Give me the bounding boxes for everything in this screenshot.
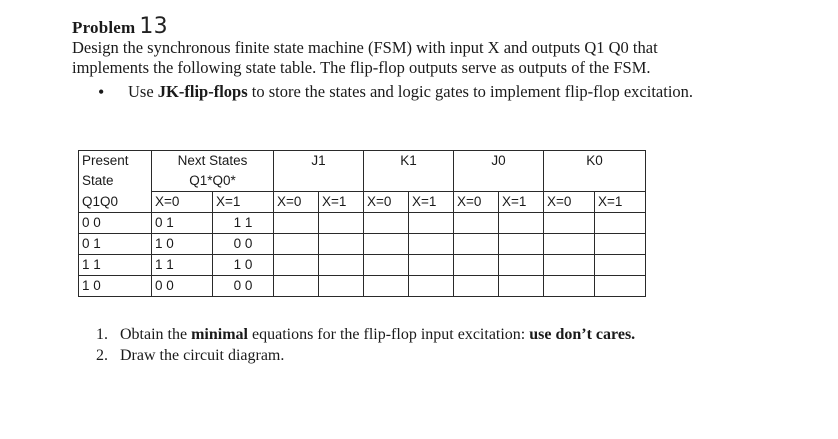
excitation-cell[interactable]	[595, 276, 646, 297]
next-state-vars: Q1*Q0*	[152, 171, 274, 192]
excitation-cell[interactable]	[544, 213, 595, 234]
bullet-rest: to store the states and logic gates to implement flip-flop excitation.	[247, 82, 694, 101]
excitation-cell[interactable]	[454, 213, 499, 234]
excitation-cell[interactable]	[595, 234, 646, 255]
k0-x0-header: X=0	[544, 192, 595, 213]
bullet-prefix: Use	[128, 82, 158, 101]
question-number: 2.	[96, 347, 108, 364]
excitation-cell[interactable]	[454, 255, 499, 276]
description-line-1: Design the synchronous finite state machine (FSM) with input X and outputs Q1 Q0 that	[72, 38, 658, 57]
excitation-cell[interactable]	[274, 234, 319, 255]
j1-x1-header: X=1	[319, 192, 364, 213]
k0-header-blank	[544, 171, 646, 192]
excitation-cell[interactable]	[274, 255, 319, 276]
excitation-cell[interactable]	[319, 213, 364, 234]
table-header-row-2	[79, 171, 646, 192]
problem-number: 13	[139, 14, 168, 39]
excitation-cell[interactable]	[364, 276, 409, 297]
question-list	[96, 324, 635, 366]
next-state-x1-cell: 1 0	[213, 255, 274, 276]
j1-header: J1	[274, 151, 364, 172]
excitation-cell[interactable]	[499, 276, 544, 297]
next-state-x0-cell: 1 1	[152, 255, 213, 276]
excitation-cell[interactable]	[499, 213, 544, 234]
j0-x0-header: X=0	[454, 192, 499, 213]
next-state-x1-cell: 0 0	[213, 276, 274, 297]
bullet-bold: JK-flip-flops	[157, 82, 248, 101]
next-state-x0-cell: 0 1	[152, 213, 213, 234]
j0-x1-header: X=1	[499, 192, 544, 213]
ns-x0-header: X=0	[152, 192, 213, 213]
j1-header-blank	[274, 171, 364, 192]
next-states-header: Next States	[152, 151, 274, 172]
j1-x0-header: X=0	[274, 192, 319, 213]
table-row	[79, 213, 646, 234]
excitation-cell[interactable]	[499, 255, 544, 276]
question-bold: use don’t cares.	[529, 326, 636, 343]
table-row	[79, 234, 646, 255]
bullet-text	[128, 82, 780, 102]
present-state-cell: 0 0	[79, 213, 152, 234]
excitation-cell[interactable]	[544, 255, 595, 276]
problem-description	[72, 38, 772, 78]
present-vars-header: Q1Q0	[79, 192, 152, 213]
bullet-item	[100, 82, 780, 102]
excitation-cell[interactable]	[499, 234, 544, 255]
problem-title	[72, 14, 168, 39]
question-item	[96, 345, 635, 366]
table-header-row-3	[79, 192, 646, 213]
present-state-cell: 1 1	[79, 255, 152, 276]
question-item	[96, 324, 635, 345]
problem-label: Problem	[72, 18, 136, 37]
k1-header-blank	[364, 171, 454, 192]
question-text: Obtain the	[120, 326, 192, 343]
j0-header: J0	[454, 151, 544, 172]
present-state-cell: 0 1	[79, 234, 152, 255]
excitation-cell[interactable]	[595, 213, 646, 234]
next-state-x0-cell: 0 0	[152, 276, 213, 297]
excitation-cell[interactable]	[409, 213, 454, 234]
j0-header-blank	[454, 171, 544, 192]
k1-x1-header: X=1	[409, 192, 454, 213]
present-header: Present	[79, 151, 152, 172]
table-row	[79, 276, 646, 297]
question-number: 1.	[96, 326, 108, 343]
question-text: equations for the flip-flop input excitation:	[247, 326, 530, 343]
excitation-cell[interactable]	[319, 234, 364, 255]
question-text: Draw the circuit diagram.	[120, 347, 285, 364]
excitation-cell[interactable]	[319, 276, 364, 297]
excitation-cell[interactable]	[319, 255, 364, 276]
excitation-cell[interactable]	[595, 255, 646, 276]
excitation-cell[interactable]	[274, 276, 319, 297]
bullet-dot-icon: •	[98, 82, 105, 102]
table-header-row-1	[79, 151, 646, 172]
excitation-cell[interactable]	[364, 213, 409, 234]
state-table	[78, 150, 646, 297]
question-bold: minimal	[191, 326, 248, 343]
excitation-cell[interactable]	[364, 234, 409, 255]
next-state-x0-cell: 1 0	[152, 234, 213, 255]
table-row	[79, 255, 646, 276]
excitation-cell[interactable]	[409, 255, 454, 276]
excitation-cell[interactable]	[454, 234, 499, 255]
excitation-cell[interactable]	[409, 276, 454, 297]
k1-header: K1	[364, 151, 454, 172]
next-state-x1-cell: 1 1	[213, 213, 274, 234]
excitation-cell[interactable]	[274, 213, 319, 234]
excitation-cell[interactable]	[364, 255, 409, 276]
state-header: State	[79, 171, 152, 192]
excitation-cell[interactable]	[409, 234, 454, 255]
description-line-2: implements the following state table. The flip-flop outputs serve as outputs of the FSM.	[72, 58, 651, 77]
present-state-cell: 1 0	[79, 276, 152, 297]
excitation-cell[interactable]	[544, 234, 595, 255]
k0-header: K0	[544, 151, 646, 172]
excitation-cell[interactable]	[454, 276, 499, 297]
next-state-x1-cell: 0 0	[213, 234, 274, 255]
k1-x0-header: X=0	[364, 192, 409, 213]
ns-x1-header: X=1	[213, 192, 274, 213]
excitation-cell[interactable]	[544, 276, 595, 297]
k0-x1-header: X=1	[595, 192, 646, 213]
